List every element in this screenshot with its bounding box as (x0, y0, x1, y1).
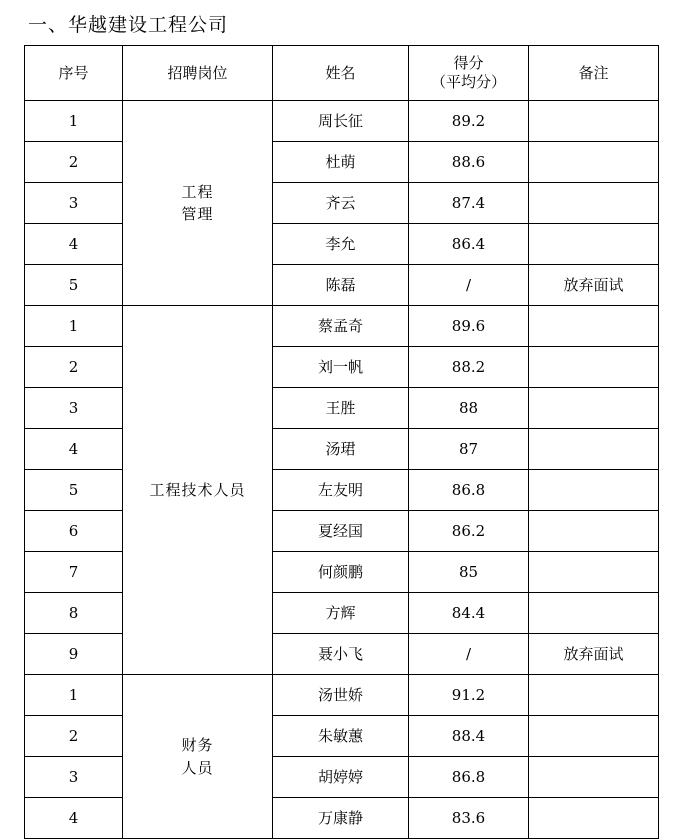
cell-note: 放弃面试 (529, 634, 659, 675)
cell-name: 陈磊 (273, 265, 409, 306)
cell-score: 84.4 (409, 593, 529, 634)
cell-post-line: 财务 (181, 736, 214, 754)
cell-score: 91.2 (409, 675, 529, 716)
cell-score: 87 (409, 429, 529, 470)
cell-score: 86.4 (409, 224, 529, 265)
column-header-score (409, 46, 529, 101)
column-header-score-line2: （平均分） (430, 73, 506, 91)
table-row (25, 593, 659, 634)
cell-no: 3 (25, 757, 123, 798)
recruitment-score-table (24, 45, 659, 839)
cell-post-line: 工程 (181, 182, 214, 201)
cell-score: 88.4 (409, 716, 529, 757)
table-row (25, 183, 659, 224)
cell-score: 86.8 (409, 757, 529, 798)
cell-no: 1 (25, 101, 123, 142)
cell-no: 3 (25, 388, 123, 429)
cell-no: 1 (25, 306, 123, 347)
table-row (25, 265, 659, 306)
column-header-no: 序号 (25, 46, 123, 101)
cell-post-line: 人员 (181, 758, 214, 777)
cell-name: 万康静 (273, 798, 409, 839)
cell-note (529, 552, 659, 593)
cell-score: 88.2 (409, 347, 529, 388)
cell-name: 聂小飞 (273, 634, 409, 675)
table-body (25, 101, 659, 839)
cell-name: 朱敏蕙 (273, 716, 409, 757)
cell-no: 4 (25, 798, 123, 839)
cell-no: 2 (25, 716, 123, 757)
cell-post-line: 工程技术人员 (149, 480, 246, 499)
column-header-name: 姓名 (273, 46, 409, 101)
table-header-row (25, 46, 659, 101)
cell-no: 1 (25, 675, 123, 716)
cell-name: 胡婷婷 (273, 757, 409, 798)
cell-name: 何颜鹏 (273, 552, 409, 593)
table-row (25, 347, 659, 388)
cell-note (529, 101, 659, 142)
table-row (25, 552, 659, 593)
column-header-post: 招聘岗位 (123, 46, 273, 101)
cell-no: 4 (25, 429, 123, 470)
cell-name: 李允 (273, 224, 409, 265)
cell-name: 蔡孟奇 (273, 306, 409, 347)
cell-note (529, 183, 659, 224)
table-row (25, 142, 659, 183)
cell-post (123, 306, 273, 675)
cell-note (529, 306, 659, 347)
cell-score: / (409, 265, 529, 306)
table-row (25, 101, 659, 142)
cell-note (529, 798, 659, 839)
cell-note (529, 470, 659, 511)
cell-score: / (409, 634, 529, 675)
cell-note (529, 593, 659, 634)
cell-score: 88 (409, 388, 529, 429)
cell-no: 5 (25, 470, 123, 511)
cell-score: 89.2 (409, 101, 529, 142)
cell-score: 86.8 (409, 470, 529, 511)
cell-name: 汤珺 (273, 429, 409, 470)
cell-post-line: 管理 (181, 205, 214, 223)
cell-name: 杜萌 (273, 142, 409, 183)
cell-score: 85 (409, 552, 529, 593)
cell-post (123, 101, 273, 306)
cell-name: 夏经国 (273, 511, 409, 552)
table-row (25, 757, 659, 798)
cell-no: 2 (25, 347, 123, 388)
table-row (25, 224, 659, 265)
cell-note (529, 388, 659, 429)
cell-note (529, 716, 659, 757)
cell-name: 左友明 (273, 470, 409, 511)
table-row (25, 429, 659, 470)
cell-score: 88.6 (409, 142, 529, 183)
cell-no: 9 (25, 634, 123, 675)
cell-no: 5 (25, 265, 123, 306)
cell-note (529, 142, 659, 183)
table-row (25, 634, 659, 675)
cell-post (123, 675, 273, 839)
column-header-score-line1: 得分 (453, 53, 484, 72)
cell-no: 8 (25, 593, 123, 634)
table-row (25, 470, 659, 511)
cell-note (529, 511, 659, 552)
cell-note (529, 675, 659, 716)
table-row (25, 716, 659, 757)
cell-note (529, 224, 659, 265)
cell-no: 7 (25, 552, 123, 593)
cell-no: 2 (25, 142, 123, 183)
cell-no: 6 (25, 511, 123, 552)
cell-score: 86.2 (409, 511, 529, 552)
cell-no: 3 (25, 183, 123, 224)
table-row (25, 675, 659, 716)
cell-note (529, 429, 659, 470)
cell-name: 周长征 (273, 101, 409, 142)
table-row (25, 798, 659, 839)
cell-note (529, 757, 659, 798)
table-row (25, 306, 659, 347)
page-title: 一、华越建设工程公司 (28, 14, 229, 36)
table-header (25, 46, 659, 101)
cell-name: 刘一帆 (273, 347, 409, 388)
cell-name: 王胜 (273, 388, 409, 429)
cell-note: 放弃面试 (529, 265, 659, 306)
cell-no: 4 (25, 224, 123, 265)
table-row (25, 388, 659, 429)
cell-score: 89.6 (409, 306, 529, 347)
cell-name: 汤世娇 (273, 675, 409, 716)
cell-name: 齐云 (273, 183, 409, 224)
cell-score: 87.4 (409, 183, 529, 224)
cell-name: 方辉 (273, 593, 409, 634)
table-row (25, 511, 659, 552)
cell-note (529, 347, 659, 388)
cell-score: 83.6 (409, 798, 529, 839)
column-header-note: 备注 (529, 46, 659, 101)
